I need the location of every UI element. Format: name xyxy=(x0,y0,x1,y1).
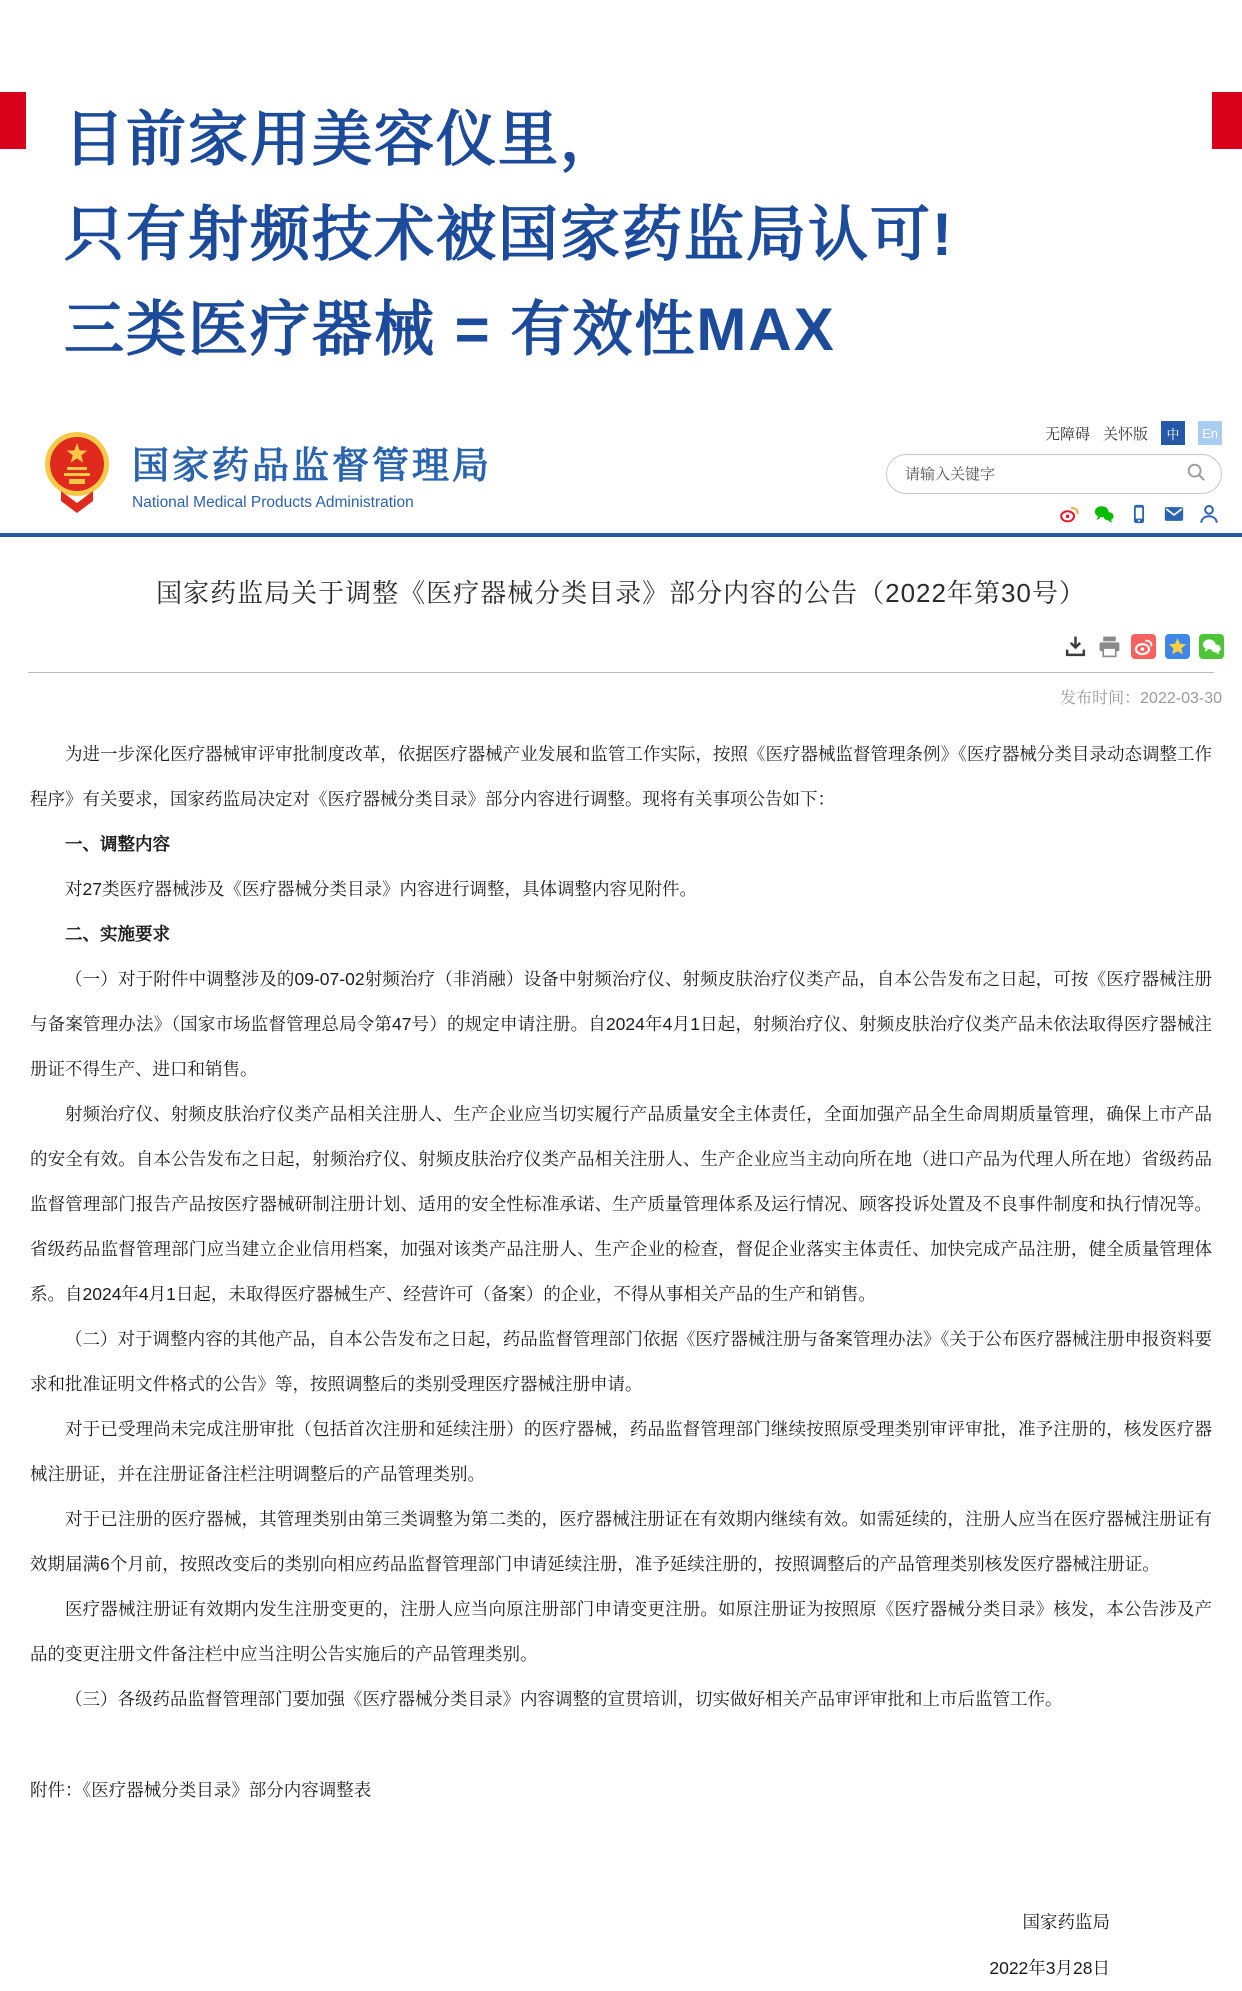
body-paragraph: 对于已注册的医疗器械，其管理类别由第三类调整为第二类的，医疗器械注册证在有效期内继续有效。如需延续的，注册人应当在医疗器械注册证有效期届满6个月前，按照改变后的类别向相应药品监督管理部门申请延续注册，准予延续注册的，按照调整后的产品管理类别核发医疗器械注册证。 xyxy=(30,1509,1212,1574)
section-heading: 一、调整内容 xyxy=(65,834,170,854)
body-paragraph: 医疗器械注册证有效期内发生注册变更的，注册人应当向原注册部门申请变更注册。如原注册证为按照原《医疗器械分类目录》核发，本公告涉及产品的变更注册文件备注栏中应当注明公告实施后的产品管理类别。 xyxy=(30,1599,1212,1664)
body-paragraph: 射频治疗仪、射频皮肤治疗仪类产品相关注册人、生产企业应当切实履行产品质量安全主体责任，全面加强产品全生命周期质量管理，确保上市产品的安全有效。自本公告发布之日起，射频治疗仪、射频皮肤治疗仪类产品相关注册人、生产企业应当主动向所在地（进口产品为代理人所在地）省级药品监督管理部门报告产品按医疗器械研制注册计划、适用的安全性标准承诺、生产质量管理体系及运行情况、顾客投诉处置及不良事件制度和执行情况等。省级药品监督管理部门应当建立企业信用档案，加强对该类产品注册人、生产企业的检查，督促企业落实主体责任、加快完成产品注册，健全质量管理体系。自2024年4月1日起，未取得医疗器械生产、经营许可（备案）的企业，不得从事相关产品的生产和销售。 xyxy=(30,1104,1212,1304)
headline xyxy=(64,92,1192,377)
signature-date: 2022年3月28日 xyxy=(989,1958,1110,1978)
search-input[interactable] xyxy=(905,466,1185,483)
share-weibo-icon[interactable] xyxy=(1131,634,1156,659)
print-icon[interactable] xyxy=(1097,634,1122,659)
body-paragraph: 对于已受理尚未完成注册审批（包括首次注册和延续注册）的医疗器械，药品监督管理部门继续按照原受理类别审评审批，准予注册的，核发医疗器械注册证，并在注册证备注栏注明调整后的产品管理类别。 xyxy=(30,1419,1212,1484)
accessibility-link[interactable]: 无障碍 xyxy=(1044,425,1090,443)
headline-line-3: 三类医疗器械 = 有效性MAX xyxy=(64,296,836,363)
mobile-icon[interactable] xyxy=(1128,503,1150,525)
signature-issuer: 国家药监局 xyxy=(1022,1912,1110,1932)
weibo-icon[interactable] xyxy=(1058,503,1080,525)
lang-toggle-en[interactable]: En xyxy=(1198,421,1222,445)
body-paragraph: （二）对于调整内容的其他产品，自本公告发布之日起，药品监督管理部门依据《医疗器械注册与备案管理办法》《关于公布医疗器械注册申报资料要求和批准证明文件格式的公告》等，按照调整后的类别受理医疗器械注册申请。 xyxy=(30,1329,1212,1394)
publish-time-label: 发布时间： xyxy=(1060,690,1141,707)
download-icon[interactable] xyxy=(1063,634,1088,659)
article-toolbar xyxy=(0,634,1242,659)
signature-block xyxy=(0,1899,1242,1991)
header-right xyxy=(886,421,1222,525)
agency-name-cn: 国家药品监督管理局 xyxy=(132,445,492,486)
national-emblem-icon xyxy=(40,429,114,518)
body-paragraph: 对27类医疗器械涉及《医疗器械分类目录》内容进行调整，具体调整内容见附件。 xyxy=(65,879,697,899)
publish-time-value: 2022-03-30 xyxy=(1140,690,1222,707)
user-icon[interactable] xyxy=(1198,503,1220,525)
headline-line-2: 只有射频技术被国家药监局认可! xyxy=(64,201,954,268)
agency-brand xyxy=(40,429,492,518)
favorite-star-icon[interactable] xyxy=(1165,634,1190,659)
mail-icon[interactable] xyxy=(1163,503,1185,525)
section-heading: 二、实施要求 xyxy=(65,924,170,944)
toolbar-divider xyxy=(28,672,1214,673)
share-wechat-icon[interactable] xyxy=(1199,634,1224,659)
attachment-line: 附件：《医疗器械分类目录》部分内容调整表 xyxy=(30,1780,372,1800)
agency-name-en: National Medical Products Administration xyxy=(132,494,414,511)
social-icons xyxy=(1058,503,1222,525)
article-title: 国家药监局关于调整《医疗器械分类目录》部分内容的公告（2022年第30号） xyxy=(156,578,1086,608)
search-box[interactable] xyxy=(886,454,1222,494)
quick-links xyxy=(1045,421,1222,445)
corner-decoration-right xyxy=(1212,92,1242,149)
care-version-link[interactable]: 关怀版 xyxy=(1102,425,1148,443)
body-paragraph: （一）对于附件中调整涉及的09-07-02射频治疗（非消融）设备中射频治疗仪、射频皮肤治疗仪类产品，自本公告发布之日起，可按《医疗器械注册与备案管理办法》（国家市场监督管理总局令第47号）的规定申请注册。自2024年4月1日起，射频治疗仪、射频皮肤治疗仪类产品未依法取得医疗器械注册证不得生产、进口和销售。 xyxy=(30,969,1212,1079)
headline-line-1: 目前家用美容仪里， xyxy=(64,106,622,173)
corner-decoration-left xyxy=(0,92,26,149)
body-paragraph: （三）各级药品监督管理部门要加强《医疗器械分类目录》内容调整的宣贯培训，切实做好相关产品审评审批和上市后监管工作。 xyxy=(65,1689,1063,1709)
search-icon[interactable] xyxy=(1185,461,1207,488)
publish-time xyxy=(0,685,1222,708)
lang-toggle-cn[interactable]: 中 xyxy=(1161,421,1185,445)
body-paragraph: 为进一步深化医疗器械审评审批制度改革，依据医疗器械产业发展和监管工作实际，按照《医疗器械监督管理条例》《医疗器械分类目录动态调整工作程序》有关要求，国家药监局决定对《医疗器械分类目录》部分内容进行调整。现将有关事项公告如下： xyxy=(30,744,1212,809)
article-body xyxy=(30,732,1212,1813)
header-divider xyxy=(0,533,1242,537)
wechat-icon[interactable] xyxy=(1093,503,1115,525)
site-header xyxy=(0,421,1242,525)
